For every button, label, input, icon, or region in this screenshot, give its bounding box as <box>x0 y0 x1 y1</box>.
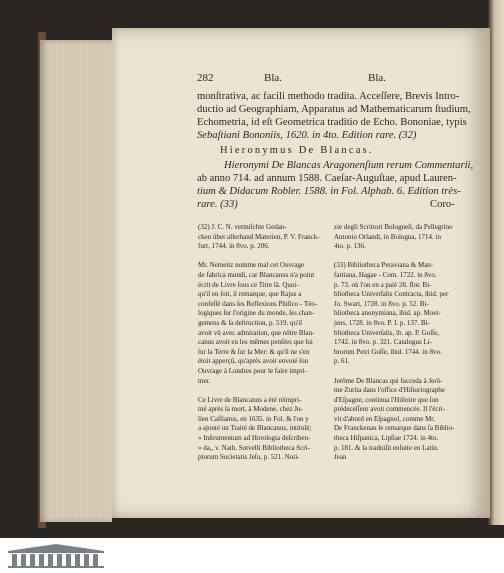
section-heading: Hieronymus De Blancas. <box>220 145 374 156</box>
page-fore-edge <box>40 40 112 522</box>
footnote-line: avoit vû avec admiration, que nôtre Blan- <box>198 328 315 337</box>
footnote-line: bliotheca Univerſalis, ib. ap. P. Goſſe, <box>334 328 439 337</box>
book-page <box>112 28 490 518</box>
footnote-line: Mr. Nemeitz nomme mal cet Ouvrage <box>198 261 305 270</box>
entry-line: Hieronymi De Blancas Aragonenſium rerum Commentarii, <box>224 160 474 171</box>
main-text-line: Echometria, id eſt Geometrica traditio de Echo. Bononiae, typis <box>197 117 467 128</box>
entry-line: rare. (33) <box>197 199 238 210</box>
footnote-line: Ouvrage à Londres pour le faire impri- <box>198 366 307 375</box>
footnote-line <box>334 367 462 377</box>
main-text-line: Sebaſtiani Bononiis, 1620. in 4to. Edition rare. (32) <box>197 130 417 141</box>
footnote-line <box>198 386 328 396</box>
footnotes-right-column <box>334 223 462 463</box>
footnote-line: (33) Bibliotheca Peraviana & Man- <box>334 261 434 270</box>
footnote-line: Jo. Swart, 1728. in 8vo. p. 52. Bi- <box>334 299 429 308</box>
footnote-line: furt, 1744. in 8vo. p. 206. <box>198 242 270 251</box>
footnote-line <box>198 252 328 262</box>
catchword: Coro- <box>430 199 455 210</box>
footnote-line: Antonio Orlandi, in Bologna, 1714. in <box>334 232 441 241</box>
main-text-line: monſtrativa, ac facili methodo tradita. Acceſſere, Brevis Intro- <box>197 91 460 102</box>
footnote-line: ptorum Societatis Jeſu, p. 521. Noti- <box>198 453 300 462</box>
footnote-line: qu'il en ſoit, il remarque, que Rajus a <box>198 290 302 299</box>
footnote-line: me Zurita dans l'office d'Hiſtoriographe <box>334 386 445 395</box>
footnote-line: jens, 1728. in 8vo. P. I. p. 137. Bi- <box>334 318 430 327</box>
footnote-line: p. 73. où l'on en a paié 28. flor. Bi- <box>334 280 432 289</box>
footnote-line: theca Hiſpanica, Lipſiae 1724. in 4to. <box>334 434 439 443</box>
footnote-line: Jerôme De Blancas qui ſucceda à Jerô- <box>334 376 443 385</box>
footnote-line: écrit de Livre ſous ce Titre là. Quoi- <box>198 280 299 289</box>
footnote-line: a ajouté un Traité de Blancanus, intitulé; <box>198 424 312 433</box>
footnote-line: d'Eſpagne, continua l'Hiſtoire que ſon <box>334 395 439 404</box>
footnote-line: brorum Petri Goſſe, ibid. 1744. in 8vo. <box>334 347 442 356</box>
footnote-line: logiques ſur l'origine du monde, ſes chan- <box>198 309 315 318</box>
library-logo-icon <box>6 543 106 569</box>
footnote-line: étoit apperçû, qu'après avoir envoié ſon <box>198 357 309 366</box>
entry-line: ab anno 714. ad annum 1588. Caeſar-Auguſtae, apud Lauren- <box>197 173 457 184</box>
footnote-line: canus avoit eu les mêmes penſées que lui <box>198 338 313 347</box>
footnote-line: confeſſé dans ſes Reflexions Phiſico - Téo- <box>198 299 318 308</box>
footnote-line: fartiana, Hagae - Com. 1722. in 8vo. <box>334 270 437 279</box>
footnote-line: prédeceſſeur avoit commencée. Il l'écri- <box>334 405 446 414</box>
running-head-left: Bla. <box>264 72 283 84</box>
footnote-line: cken über allerhand Materien, P. V. Franck- <box>198 232 320 241</box>
footnote-line: zie degli Scrittori Bologneſi, da Pellegrino <box>334 223 453 231</box>
footnote-line: lien Caſſianus, en 1635. in Fol. & l'on y <box>198 414 309 423</box>
footnote-line: » da,, v. Nath. Sotvelli Bibliotheca Scri- <box>198 443 310 452</box>
footnote-line: gemens & ſa deſtruction, p. 519. qu'il <box>198 318 303 327</box>
footnote-line: 4to. p. 136. <box>334 242 366 251</box>
footnote-line: mé après ſa mort, à Modene, chez Ju- <box>198 405 303 414</box>
footnote-line: ſur la Terre & ſur la Mer: & qu'il ne s'en <box>198 347 310 356</box>
footnote-line: p. 181. & la traduiſit enſuite en Latin. <box>334 443 439 452</box>
footnote-line: bliotheca anonymiana, ibid. ap. Moet- <box>334 309 441 318</box>
page-number: 282 <box>197 72 214 84</box>
footnote-line: De Franckenau le remarque dans ſa Biblio- <box>334 424 455 433</box>
footnotes-left-column <box>198 223 328 463</box>
right-page-edge <box>488 0 504 525</box>
footnote-line <box>334 252 462 262</box>
footnote-line: (32) J. C. N. vermiſchte Gedan- <box>198 223 287 231</box>
footnote-line: bliotheca Univerſalis Contracta, ibid. per <box>334 290 449 299</box>
running-head-right: Bla. <box>368 72 387 84</box>
footnote-line: vit d'abord en Eſpagnol, comme Mr. <box>334 414 435 423</box>
entry-line: tium & Didacum Robler. 1588. in Fol. Alphab. 6. Edition très- <box>197 186 461 197</box>
footnote-line: p. 61. <box>334 357 350 366</box>
footnote-line: de fabrica mundi, car Blancanus n'a point <box>198 270 315 279</box>
main-text-line: ductio ad Geographiam, Apparatus ad Mathematicarum ſtudium, <box>197 104 471 115</box>
footnote-line: 1742. in 8vo. p. 321. Catalogus Li- <box>334 338 432 347</box>
footnote-line: mer. <box>198 376 211 385</box>
footnote-line: Jean <box>334 453 347 462</box>
footnote-line: Ce Livre de Blancanus a été réimpri- <box>198 395 302 404</box>
footnote-line: » Inſtrumentum ad Horologia deſcriben- <box>198 434 311 443</box>
